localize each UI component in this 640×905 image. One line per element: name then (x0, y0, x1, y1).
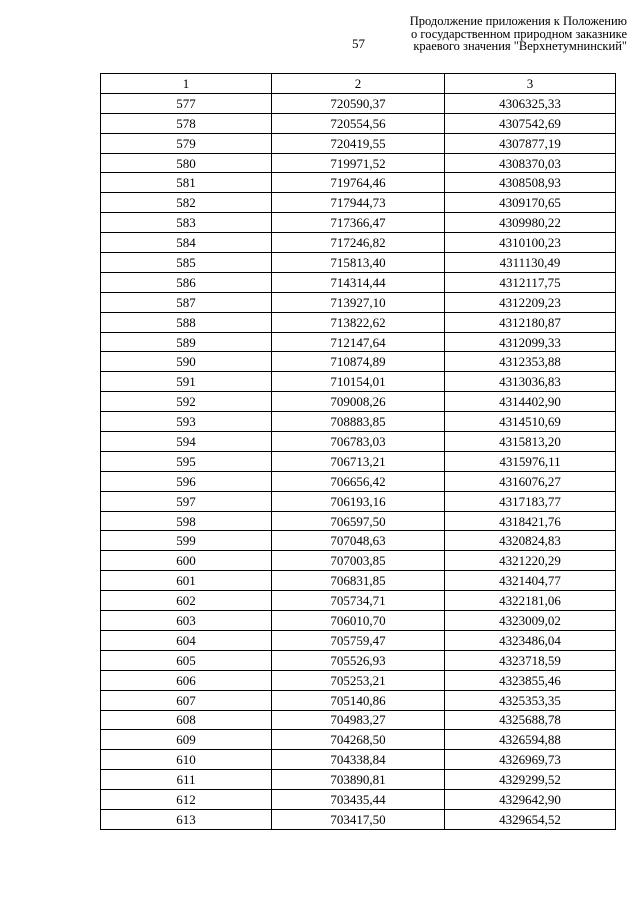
cell-y-coordinate: 4325688,78 (445, 710, 616, 730)
table-row (101, 650, 616, 670)
cell-y-coordinate: 4323009,02 (445, 611, 616, 631)
cell-point-number: 597 (101, 491, 272, 511)
cell-x-coordinate: 709008,26 (272, 392, 445, 412)
page-number: 57 (352, 36, 365, 51)
cell-y-coordinate: 4325353,35 (445, 690, 616, 710)
cell-point-number: 592 (101, 392, 272, 412)
cell-point-number: 578 (101, 113, 272, 133)
cell-y-coordinate: 4314402,90 (445, 392, 616, 412)
table-row (101, 272, 616, 292)
cell-y-coordinate: 4320824,83 (445, 531, 616, 551)
table-row (101, 630, 616, 650)
cell-y-coordinate: 4314510,69 (445, 412, 616, 432)
table-row (101, 332, 616, 352)
cell-x-coordinate: 706656,42 (272, 471, 445, 491)
cell-point-number: 609 (101, 730, 272, 750)
cell-point-number: 610 (101, 750, 272, 770)
cell-point-number: 607 (101, 690, 272, 710)
table-row (101, 173, 616, 193)
cell-x-coordinate: 715813,40 (272, 253, 445, 273)
cell-point-number: 585 (101, 253, 272, 273)
table-row (101, 352, 616, 372)
table-row (101, 392, 616, 412)
table-row (101, 690, 616, 710)
cell-y-coordinate: 4329654,52 (445, 809, 616, 829)
cell-point-number: 605 (101, 650, 272, 670)
cell-x-coordinate: 719971,52 (272, 153, 445, 173)
table-row (101, 432, 616, 452)
cell-x-coordinate: 720419,55 (272, 133, 445, 153)
table-row (101, 591, 616, 611)
cell-point-number: 589 (101, 332, 272, 352)
cell-point-number: 588 (101, 312, 272, 332)
cell-x-coordinate: 706713,21 (272, 451, 445, 471)
cell-point-number: 586 (101, 272, 272, 292)
table-row (101, 551, 616, 571)
table-row (101, 193, 616, 213)
table-row (101, 531, 616, 551)
cell-y-coordinate: 4318421,76 (445, 511, 616, 531)
cell-x-coordinate: 703890,81 (272, 770, 445, 790)
table-row (101, 471, 616, 491)
cell-x-coordinate: 703435,44 (272, 790, 445, 810)
cell-x-coordinate: 704338,84 (272, 750, 445, 770)
cell-point-number: 600 (101, 551, 272, 571)
cell-point-number: 581 (101, 173, 272, 193)
cell-point-number: 599 (101, 531, 272, 551)
table-row (101, 213, 616, 233)
cell-point-number: 598 (101, 511, 272, 531)
table-row (101, 312, 616, 332)
cell-y-coordinate: 4312099,33 (445, 332, 616, 352)
cell-y-coordinate: 4312209,23 (445, 292, 616, 312)
table-row (101, 372, 616, 392)
cell-point-number: 604 (101, 630, 272, 650)
cell-x-coordinate: 705253,21 (272, 670, 445, 690)
cell-x-coordinate: 708883,85 (272, 412, 445, 432)
cell-point-number: 594 (101, 432, 272, 452)
cell-y-coordinate: 4323718,59 (445, 650, 616, 670)
cell-y-coordinate: 4313036,83 (445, 372, 616, 392)
table-row (101, 790, 616, 810)
cell-y-coordinate: 4326594,88 (445, 730, 616, 750)
column-header-point-number: 1 (101, 74, 272, 94)
cell-point-number: 591 (101, 372, 272, 392)
cell-point-number: 601 (101, 571, 272, 591)
cell-y-coordinate: 4321220,29 (445, 551, 616, 571)
table-row (101, 292, 616, 312)
header-note-line: краевого значения "Верхнетумнинский" (413, 39, 627, 53)
table-row (101, 809, 616, 829)
cell-y-coordinate: 4310100,23 (445, 233, 616, 253)
cell-point-number: 583 (101, 213, 272, 233)
cell-x-coordinate: 713822,62 (272, 312, 445, 332)
cell-x-coordinate: 710874,89 (272, 352, 445, 372)
cell-x-coordinate: 719764,46 (272, 173, 445, 193)
table-row (101, 511, 616, 531)
coordinates-table (100, 73, 616, 830)
cell-y-coordinate: 4323486,04 (445, 630, 616, 650)
table-row (101, 670, 616, 690)
cell-x-coordinate: 710154,01 (272, 372, 445, 392)
table-header-row (101, 74, 616, 94)
cell-x-coordinate: 707003,85 (272, 551, 445, 571)
table-row (101, 113, 616, 133)
cell-y-coordinate: 4312117,75 (445, 272, 616, 292)
table-row (101, 710, 616, 730)
cell-x-coordinate: 703417,50 (272, 809, 445, 829)
cell-x-coordinate: 706783,03 (272, 432, 445, 452)
cell-point-number: 595 (101, 451, 272, 471)
cell-y-coordinate: 4308508,93 (445, 173, 616, 193)
table-row (101, 571, 616, 591)
cell-x-coordinate: 705759,47 (272, 630, 445, 650)
cell-x-coordinate: 717944,73 (272, 193, 445, 213)
cell-y-coordinate: 4307877,19 (445, 133, 616, 153)
table-row (101, 611, 616, 631)
cell-x-coordinate: 706010,70 (272, 611, 445, 631)
table-row (101, 750, 616, 770)
cell-y-coordinate: 4321404,77 (445, 571, 616, 591)
cell-x-coordinate: 717366,47 (272, 213, 445, 233)
cell-x-coordinate: 712147,64 (272, 332, 445, 352)
cell-point-number: 611 (101, 770, 272, 790)
cell-x-coordinate: 717246,82 (272, 233, 445, 253)
cell-point-number: 608 (101, 710, 272, 730)
table-row (101, 412, 616, 432)
cell-y-coordinate: 4306325,33 (445, 93, 616, 113)
cell-point-number: 606 (101, 670, 272, 690)
cell-x-coordinate: 706831,85 (272, 571, 445, 591)
cell-point-number: 590 (101, 352, 272, 372)
cell-y-coordinate: 4315976,11 (445, 451, 616, 471)
cell-x-coordinate: 707048,63 (272, 531, 445, 551)
cell-x-coordinate: 713927,10 (272, 292, 445, 312)
cell-x-coordinate: 704268,50 (272, 730, 445, 750)
cell-point-number: 582 (101, 193, 272, 213)
cell-point-number: 587 (101, 292, 272, 312)
cell-y-coordinate: 4312180,87 (445, 312, 616, 332)
table-row (101, 93, 616, 113)
table-row (101, 451, 616, 471)
cell-y-coordinate: 4312353,88 (445, 352, 616, 372)
table-row (101, 253, 616, 273)
cell-y-coordinate: 4329299,52 (445, 770, 616, 790)
column-header-x: 2 (272, 74, 445, 94)
table-row (101, 153, 616, 173)
cell-x-coordinate: 705526,93 (272, 650, 445, 670)
cell-point-number: 584 (101, 233, 272, 253)
cell-y-coordinate: 4309170,65 (445, 193, 616, 213)
cell-point-number: 603 (101, 611, 272, 631)
cell-y-coordinate: 4316076,27 (445, 471, 616, 491)
cell-y-coordinate: 4323855,46 (445, 670, 616, 690)
cell-x-coordinate: 705140,86 (272, 690, 445, 710)
table-row (101, 133, 616, 153)
header-note-line: Продолжение приложения к Положению (409, 14, 627, 28)
table-row (101, 491, 616, 511)
cell-x-coordinate: 705734,71 (272, 591, 445, 611)
cell-point-number: 596 (101, 471, 272, 491)
cell-x-coordinate: 720590,37 (272, 93, 445, 113)
cell-x-coordinate: 706597,50 (272, 511, 445, 531)
cell-y-coordinate: 4322181,06 (445, 591, 616, 611)
cell-x-coordinate: 714314,44 (272, 272, 445, 292)
cell-y-coordinate: 4307542,69 (445, 113, 616, 133)
appendix-header-note (367, 15, 627, 53)
cell-x-coordinate: 720554,56 (272, 113, 445, 133)
cell-point-number: 577 (101, 93, 272, 113)
table-row (101, 730, 616, 750)
header-note-line: о государственном природном заказнике (411, 26, 627, 41)
cell-y-coordinate: 4315813,20 (445, 432, 616, 452)
cell-y-coordinate: 4329642,90 (445, 790, 616, 810)
cell-y-coordinate: 4311130,49 (445, 253, 616, 273)
cell-x-coordinate: 704983,27 (272, 710, 445, 730)
cell-y-coordinate: 4317183,77 (445, 491, 616, 511)
cell-point-number: 613 (101, 809, 272, 829)
cell-point-number: 602 (101, 591, 272, 611)
table-row (101, 233, 616, 253)
cell-y-coordinate: 4326969,73 (445, 750, 616, 770)
cell-x-coordinate: 706193,16 (272, 491, 445, 511)
cell-point-number: 593 (101, 412, 272, 432)
cell-point-number: 579 (101, 133, 272, 153)
column-header-y: 3 (445, 74, 616, 94)
cell-y-coordinate: 4309980,22 (445, 213, 616, 233)
cell-y-coordinate: 4308370,03 (445, 153, 616, 173)
table-row (101, 770, 616, 790)
cell-point-number: 580 (101, 153, 272, 173)
cell-point-number: 612 (101, 790, 272, 810)
